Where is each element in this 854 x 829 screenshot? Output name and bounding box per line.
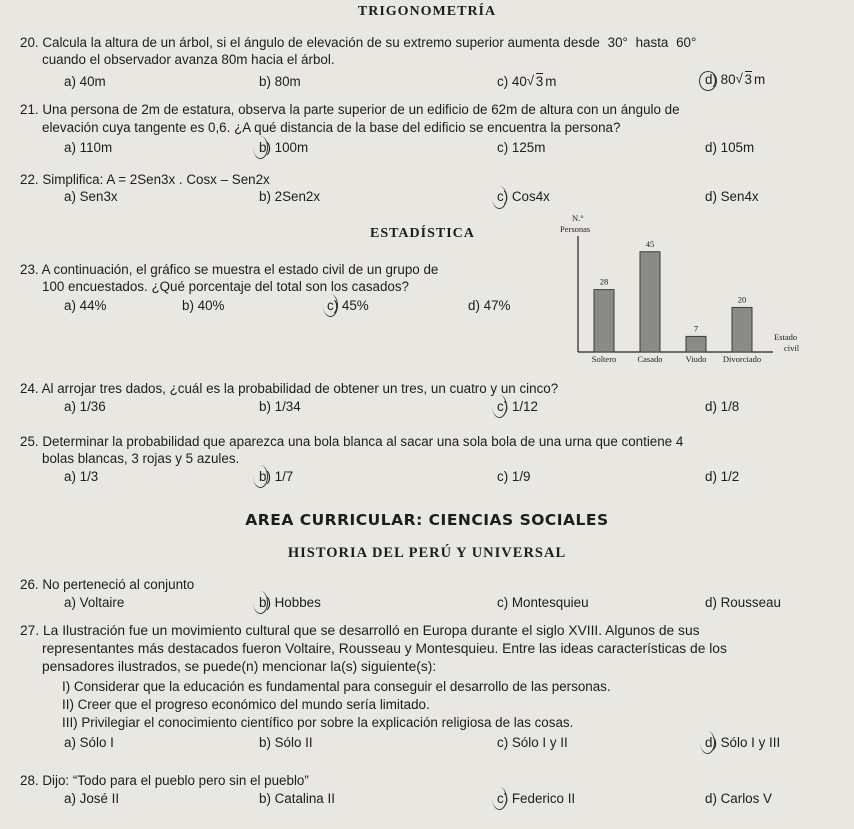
option-26d[interactable]: d) Rousseau [705,595,781,610]
section-title-area-curricular: AREA CURRICULAR: CIENCIAS SOCIALES [245,511,609,529]
question-27-text: 27. La Ilustración fue un movimiento cultural que se desarrolló en Europa durante el siglo XVIII. Algunos de sus [20,623,700,638]
statement-i: I) Considerar que la educación es fundamental para conseguir el desarrollo de las personas. [62,679,611,694]
option-24a[interactable]: a) 1/36 [64,399,106,414]
statement-iii: III) Privilegiar el conocimiento científico por sobre la explicación religiosa de las cosas. [62,715,574,730]
question-26-text: 26. No perteneció al conjunto [20,577,195,592]
sqrt-symbol: √ 3 [736,72,752,87]
option-28d[interactable]: d) Carlos V [705,791,772,806]
question-24-text: 24. Al arrojar tres dados, ¿cuál es la probabilidad de obtener un tres, un cuatro y un cinco? [20,381,559,396]
question-25-text-line2: bolas blancas, 3 rojas y 5 azules. [42,451,240,466]
category-label-casado: Casado [637,354,663,364]
answer-mark-26 [253,591,268,614]
y-axis-label-line2: Personas [560,224,591,234]
answer-mark-21 [253,136,268,159]
bar-divorciado [732,307,752,352]
option-23c[interactable]: c) 45% [327,298,369,313]
option-27b[interactable]: b) Sólo II [259,735,313,750]
option-25b[interactable]: b) 1/7 [259,469,294,484]
value-label-divorciado: 20 [737,294,747,305]
option-26b[interactable]: b) Hobbes [259,595,321,610]
option-23b[interactable]: b) 40% [182,298,225,313]
bar-casado [640,252,660,352]
section-title-estadistica: ESTADÍSTICA [370,226,475,241]
question-27-text-line2: representantes más destacados fueron Voltaire, Rousseau y Montesquieu. Entre las ideas características de los [42,641,727,656]
option-26c[interactable]: c) Montesquieu [497,595,589,610]
question-23-text: 23. A continuación, el gráfico se muestra el estado civil de un grupo de [20,262,439,277]
option-23a[interactable]: a) 44% [64,298,107,313]
option-22b[interactable]: b) 2Sen2x [259,189,321,204]
option-20a[interactable]: a) 40m [64,74,106,89]
answer-mark-20 [699,71,717,91]
bar-viudo [686,336,706,352]
category-label-soltero: Soltero [591,354,617,364]
question-21-text-line2: elevación cuya tangente es 0,6. ¿A qué distancia de la base del edificio se encuentra la persona? [42,120,621,135]
x-axis-label-line1: Estado [774,332,798,342]
question-25-text: 25. Determinar la probabilidad que aparezca una bola blanca al sacar una sola bola de una urna que contiene 4 [20,434,684,449]
option-22a[interactable]: a) Sen3x [64,189,118,204]
option-28c[interactable]: c) Federico II [497,791,576,806]
civil-status-bar-chart [548,212,838,372]
bar-soltero [594,290,614,352]
section-title-historia: HISTORIA DEL PERÚ Y UNIVERSAL [287,545,567,561]
x-axis-label-line2: civil [784,343,800,353]
value-label-soltero: 28 [599,276,609,287]
bars-group [592,239,761,364]
option-21b[interactable]: b) 100m [259,140,309,155]
option-20c[interactable]: c) 40√ 3 m [497,74,556,89]
option-25c[interactable]: c) 1/9 [497,469,531,484]
question-21-text: 21. Una persona de 2m de estatura, observa la parte superior de un edificio de 62m de altura con un ángulo de [20,102,680,117]
question-22-text: 22. Simplifica: A = 2Sen3x . Cosx – Sen2x [20,172,270,187]
question-23-text-line2: 100 encuestados. ¿Qué porcentaje del total son los casados? [42,279,409,294]
option-21c[interactable]: c) 125m [497,140,546,155]
question-20-text-line2: cuando el observador avanza 80m hacia el árbol. [42,52,335,67]
option-22c[interactable]: c) Cos4x [497,189,550,204]
question-27-text-line3: pensadores ilustrados, se puede(n) mencionar la(s) siguiente(s): [42,659,437,674]
question-20-text: 20. Calcula la altura de un árbol, si el ángulo de elevación de su extremo superior aumenta desde 30° hasta 60° [20,35,697,50]
y-axis-label-line1: N.° [572,213,584,223]
section-title-trigonometria: TRIGONOMETRÍA [357,4,497,19]
option-20b[interactable]: b) 80m [259,74,301,89]
option-24c[interactable]: c) 1/12 [497,399,538,414]
category-label-divorciado: Divorciado [722,354,762,364]
option-20d[interactable]: d) 80√ 3 m [705,72,765,87]
answer-mark-22 [492,186,507,209]
value-label-viudo: 7 [693,323,699,334]
answer-mark-28 [492,787,507,810]
value-label-casado: 45 [645,238,655,249]
option-25a[interactable]: a) 1/3 [64,469,99,484]
answer-mark-23 [323,294,338,317]
option-27a[interactable]: a) Sólo I [64,735,114,750]
option-24d[interactable]: d) 1/8 [705,399,740,414]
sqrt-symbol: √ 3 [527,74,543,89]
answer-mark-24 [492,395,507,418]
option-22d[interactable]: d) Sen4x [705,189,759,204]
question-28-text: 28. Dijo: “Todo para el pueblo pero sin el pueblo” [20,773,309,788]
option-23d[interactable]: d) 47% [468,298,511,313]
option-27d[interactable]: d) Sólo I y III [705,735,781,750]
option-25d[interactable]: d) 1/2 [705,469,740,484]
option-21d[interactable]: d) 105m [705,140,755,155]
angle-to: 60° [676,35,697,50]
category-label-viudo: Viudo [685,354,707,364]
option-24b[interactable]: b) 1/34 [259,399,301,414]
option-26a[interactable]: a) Voltaire [64,595,125,610]
option-21a[interactable]: a) 110m [64,140,113,155]
answer-mark-27 [700,731,715,754]
option-27c[interactable]: c) Sólo I y II [497,735,568,750]
option-28b[interactable]: b) Catalina II [259,791,335,806]
angle-from: 30° [607,35,628,50]
answer-mark-25 [253,465,268,488]
option-28a[interactable]: a) José II [64,791,120,806]
statement-ii: II) Creer que el progreso económico del mundo sería limitado. [62,697,430,712]
